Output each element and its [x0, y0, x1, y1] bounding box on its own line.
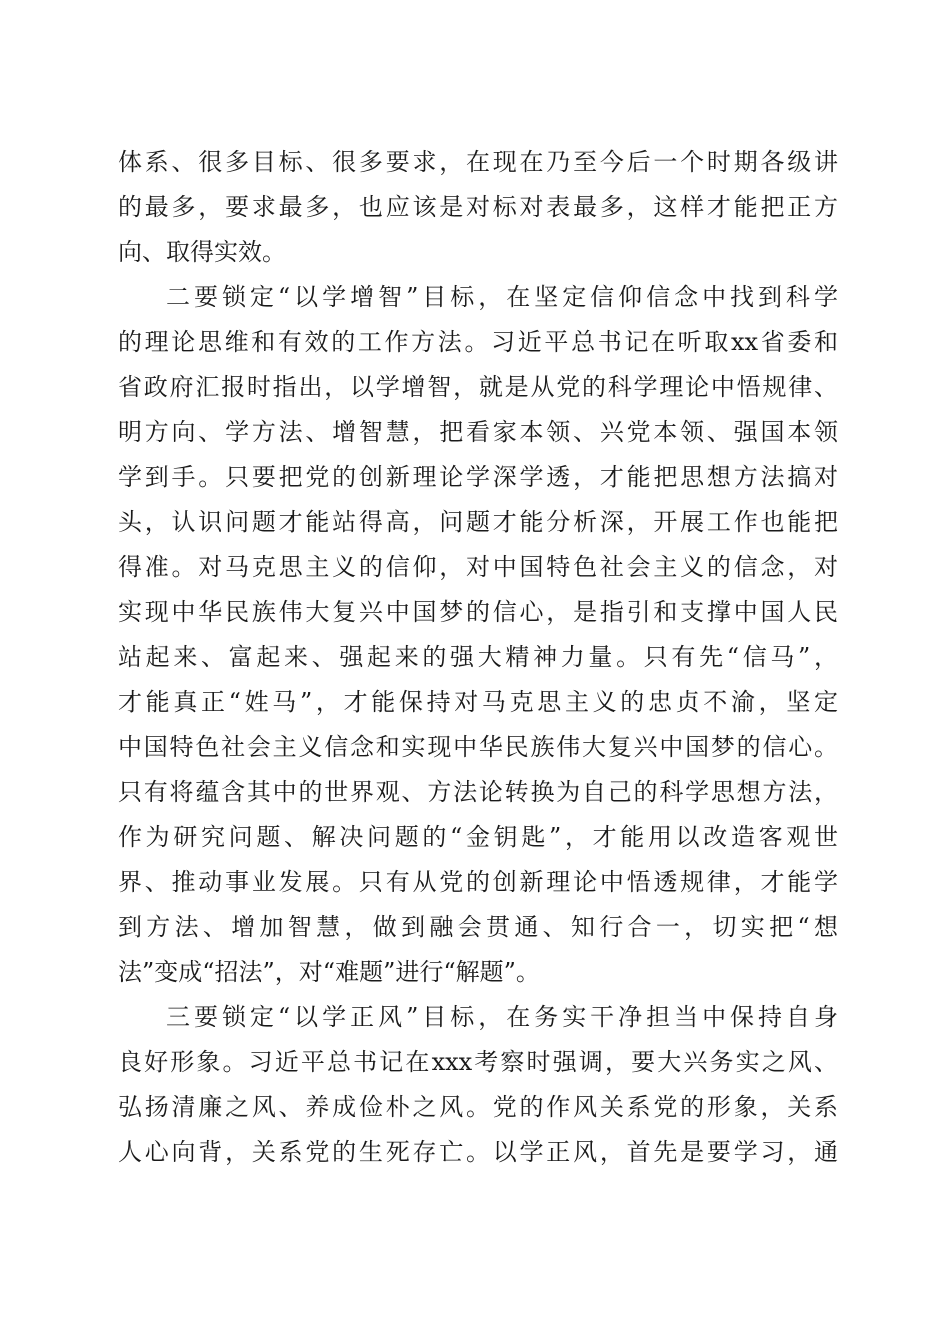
text-line: 才能真正“姓马”，才能保持对马克思主义的忠贞不渝，坚定: [118, 688, 838, 716]
text-line: 法”变成“招法”，对“难题”进行“解题”。: [118, 958, 540, 986]
text-line: 三要锁定“以学正风”目标，在务实干净担当中保持自身: [166, 1003, 838, 1031]
text-line: 的最多，要求最多，也应该是对标对表最多，这样才能把正方: [118, 193, 838, 221]
document-body: [118, 140, 838, 1175]
text-line: 二要锁定“以学增智”目标，在坚定信仰信念中找到科学: [166, 283, 838, 311]
text-line: 明方向、学方法、增智慧，把看家本领、兴党本领、强国本领: [118, 418, 838, 446]
paragraph: [118, 275, 838, 995]
text-line: 实现中华民族伟大复兴中国梦的信心，是指引和支撑中国人民: [118, 598, 838, 626]
text-line: 头，认识问题才能站得高，问题才能分析深，开展工作也能把: [118, 508, 838, 536]
text-line: 良好形象。习近平总书记在xxx考察时强调，要大兴务实之风、: [118, 1048, 838, 1076]
paragraph: [118, 140, 838, 275]
text-line: 界、推动事业发展。只有从党的创新理论中悟透规律，才能学: [118, 868, 838, 896]
text-line: 得准。对马克思主义的信仰，对中国特色社会主义的信念，对: [118, 553, 838, 581]
text-line: 站起来、富起来、强起来的强大精神力量。只有先“信马”，: [118, 643, 838, 671]
text-line: 人心向背，关系党的生死存亡。以学正风，首先是要学习，通: [118, 1138, 838, 1166]
text-line: 的理论思维和有效的工作方法。习近平总书记在听取xx省委和: [118, 328, 838, 356]
text-line: 学到手。只要把党的创新理论学深学透，才能把思想方法搞对: [118, 463, 838, 491]
text-line: 中国特色社会主义信念和实现中华民族伟大复兴中国梦的信心。: [118, 733, 838, 761]
text-line: 作为研究问题、解决问题的“金钥匙”，才能用以改造客观世: [118, 823, 838, 851]
text-line: 弘扬清廉之风、养成俭朴之风。党的作风关系党的形象，关系: [118, 1093, 838, 1121]
text-line: 到方法、增加智慧，做到融会贯通、知行合一，切实把“想: [118, 913, 838, 941]
text-line: 只有将蕴含其中的世界观、方法论转换为自己的科学思想方法，: [118, 778, 838, 806]
text-line: 体系、很多目标、很多要求，在现在乃至今后一个时期各级讲: [118, 148, 838, 176]
text-line: 向、取得实效。: [118, 238, 286, 266]
paragraph: [118, 995, 838, 1175]
text-line: 省政府汇报时指出，以学增智，就是从党的科学理论中悟规律、: [118, 373, 838, 401]
